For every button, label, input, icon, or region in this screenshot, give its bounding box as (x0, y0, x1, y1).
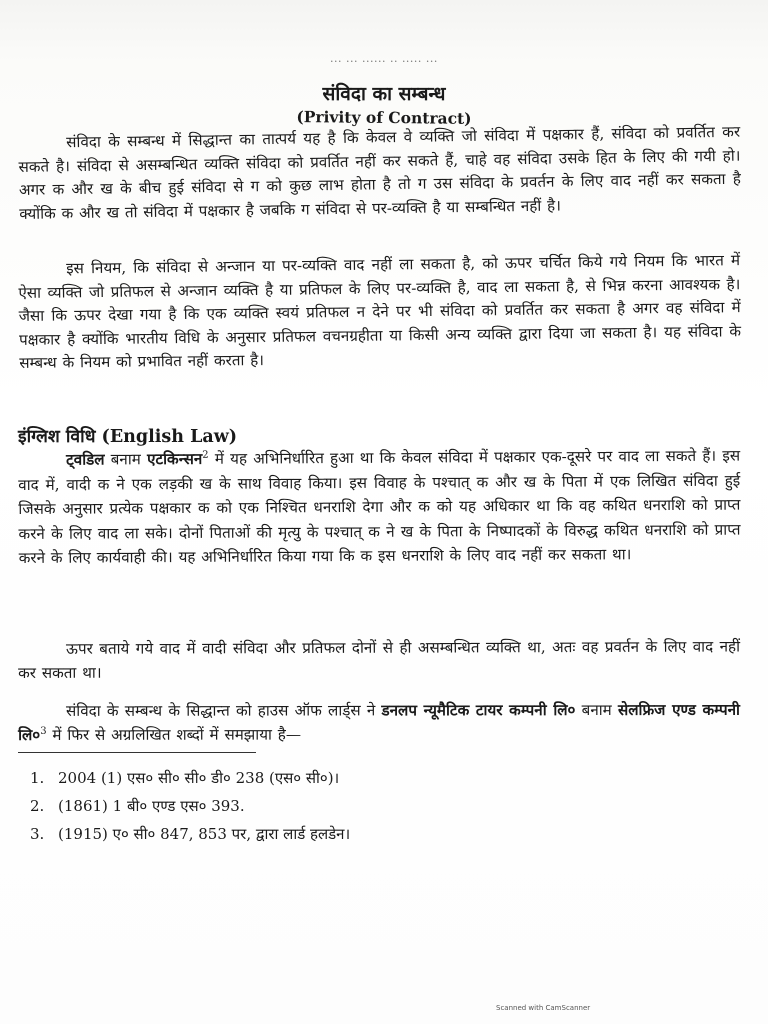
footnote-number: 3. (30, 825, 45, 843)
footnote-text: 2004 (1) एस० सी० सी० डी० 238 (एस० सी०)। (58, 769, 340, 787)
paragraph-privity-definition: संविदा के सम्बन्ध में सिद्धान्त का तात्पर्य यह है कि केवल वे व्यक्ति जो संविदा में पक्षकार हैं, संविदा को प्रवर्तित कर सकते है। संविदा से असम्बन्धित व्यक्ति संविदा को प्रवर्तित नहीं कर सकते हैं, चाहे वह संविदा उसके हित के लिए की गयी हो। अगर क और ख के बीच हुई संविदा से ग को कुछ लाभ होता है तो ग उस संविदा के प्रवर्तन के लिए वाद नहीं कर सकता है क्योंकि क और ख तो संविदा में पक्षकार है जबकि ग संविदा से पर-व्यक्ति है या सम्बन्धित नहीं है। (18, 122, 741, 223)
paragraph-text: संविदा के सम्बन्ध के सिद्धान्त को हाउस ऑफ लार्ड्स ने (66, 701, 382, 720)
paragraph-text: में यह अभिनिर्धारित हुआ था कि केवल संविदा में पक्षकार एक-दूसरे पर वाद ला सकते हैं। इस वाद में, वादी क ने एक लड़की ख के साथ विवाह किया। इस विवाह के पश्चात् क और ख के पिता में एक लिखित संविदा हुई जिसके अनुसार प्रत्येक पक्षकार क को एक निश्चित धनराशि देगा और क को यह अधिकार था कि वह कथित धनराशि को प्राप्त करने के लिए वाद ला सके। दोनों पिताओं की मृत्यु के पश्चात् क ने ख के पिता के निष्पादकों के विरुद्ध कथित धनराशि को प्राप्त करने के लिए कार्यवाही की। यह अभिनिर्धारित किया गया कि क इस धनराशि के लिए वाद नहीं कर सकता था। (18, 446, 741, 568)
case-name: सेलफ्रिज एण्ड कम्पनी लि० (18, 700, 741, 744)
section-subtitle: (Privity of Contract) (296, 107, 472, 128)
case-name: एटकिन्सन (146, 449, 203, 469)
paragraph-indian-rule-distinction: इस नियम, कि संविदा से अन्जान या पर-व्यक्ति वाद नहीं ला सकता है, को ऊपर चर्चित किये गये नियम कि भारत में ऐसा व्यक्ति जो प्रतिफल से अन्जान व्यक्ति है या प्रतिफल के लिए पर-व्यक्ति है, वाद ला सकता है, से भिन्न करना आवश्यक है। जैसा कि ऊपर देखा गया है कि एक व्यक्ति स्वयं प्रतिफल न देने पर भी संविदा को प्रवर्तित कर सकता है अगर वह संविदा में पक्षकार है क्योंकि भारतीय विधि के अनुसार प्रतिफल वचनग्रहीता या किसी अन्य व्यक्ति द्वारा दिया जा सकता है। यह संविदा के सम्बन्ध के नियम को प्रभावित नहीं करता है। (18, 251, 742, 373)
footnote-ref: 3 (40, 725, 47, 737)
paragraph-dunlop-case (18, 699, 740, 747)
scanner-watermark: Scanned with CamScanner (496, 1004, 591, 1012)
footnote-number: 1. (30, 769, 45, 787)
footnote-text: (1861) 1 बी० एण्ड एस० 393. (58, 797, 245, 815)
footnote-ref: 2 (202, 449, 209, 461)
footnote-item (30, 792, 730, 820)
footnote-number: 2. (30, 797, 45, 815)
footnote-divider (18, 752, 256, 753)
section-title: संविदा का सम्बन्ध (322, 83, 446, 105)
versus-text: बनाम (104, 450, 148, 469)
footnote-item (30, 764, 730, 792)
paragraph-text: में फिर से अग्रलिखित शब्दों में समझाया है— (46, 725, 302, 744)
cut-off-previous-line: ... ... ...... .. ..... ... (330, 52, 438, 65)
case-name: डनलप न्यूमैटिक टायर कम्पनी लि० (381, 701, 576, 720)
case-name: ट्वडिल (66, 450, 105, 469)
footnotes-list (30, 764, 730, 848)
paragraph-plaintiff-unrelated: ऊपर बताये गये वाद में वादी संविदा और प्रतिफल दोनों से ही असम्बन्धित व्यक्ति था, अतः वह प्रवर्तन के लिए वाद नहीं कर सकता था। (18, 637, 741, 682)
footnote-item (30, 820, 730, 848)
versus-text: बनाम (575, 700, 618, 720)
english-law-heading: इंग्लिश विधि (English Law) (18, 427, 238, 447)
footnote-text: (1915) ए० सी० 847, 853 पर, द्वारा लार्ड हलडेन। (58, 825, 351, 843)
paragraph-tweddle-case (18, 444, 741, 571)
